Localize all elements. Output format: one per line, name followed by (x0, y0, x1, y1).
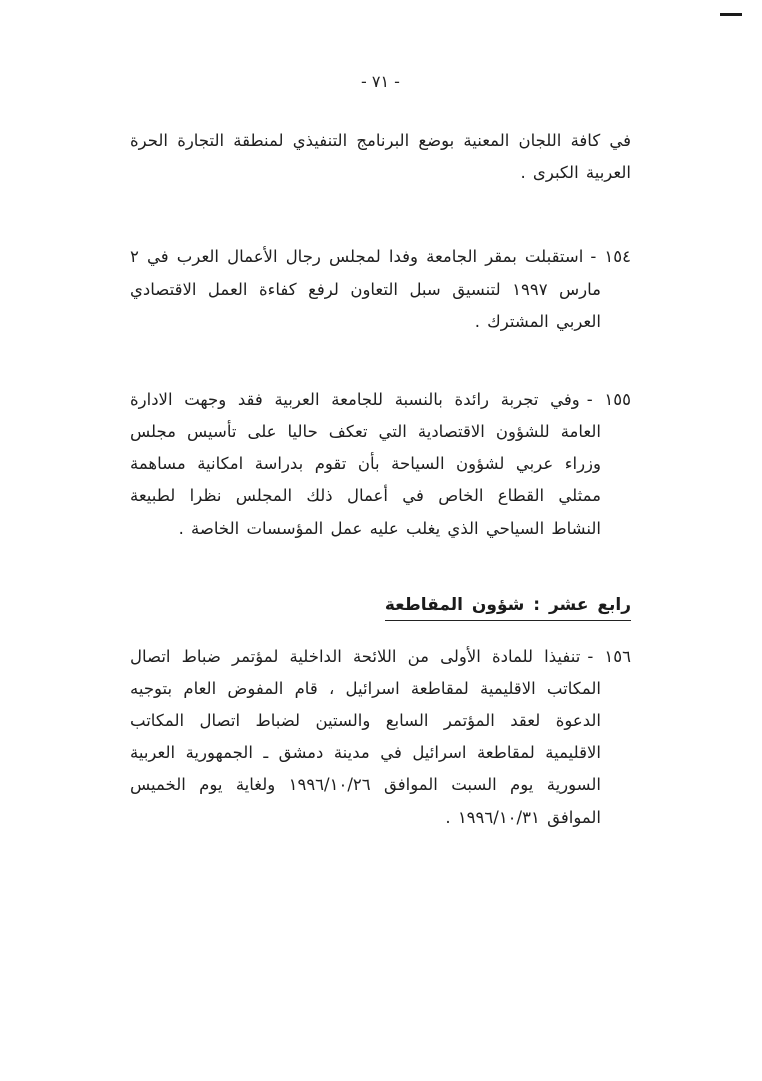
paragraph-number: ١٥٥ - (586, 389, 631, 409)
paragraph-text: في كافة اللجان المعنية بوضع البرنامج التنفيذي لمنطقة التجارة الحرة العربية الكبرى . (130, 131, 631, 183)
section-heading: رابع عشر : شؤون المقاطعة (385, 595, 631, 621)
paragraph-continuation (130, 125, 631, 189)
paragraph-text: استقبلت بمقر الجامعة وفدا لمجلس رجال الأعمال العرب في ٢ مارس ١٩٩٧ لتنسيق سبل التعاون لرفع كفاءة العمل الاقتصادي العربي المشترك . (130, 247, 601, 331)
paragraph-number: ١٥٤ - (590, 247, 632, 267)
section-heading-wrap (130, 595, 631, 621)
scan-corner-mark (720, 13, 742, 16)
page-content (130, 72, 631, 834)
page-number: - ٧١ - (361, 72, 400, 91)
paragraph-154 (130, 241, 631, 338)
paragraph-156 (130, 641, 631, 834)
paragraph-number: ١٥٦ - (587, 646, 631, 666)
paragraph-text: تنفيذا للمادة الأولى من اللائحة الداخلية لمؤتمر ضباط اتصال المكاتب الاقليمية لمقاطعة اسرائيل ، قام المفوض العام بتوجيه الدعوة لعقد المؤتمر السابع والستين لضباط اتصال المكاتب الاقليمية لمقاطعة اسرائيل في مدينة دمشق ـ الجمهورية العربية السورية يوم السبت الموافق ١٩٩٦/١٠/٢٦ ولغاية يوم الخميس الموافق ١٩٩٦/١٠/٣١ . (130, 646, 601, 827)
paragraph-text: وفي تجربة رائدة بالنسبة للجامعة العربية فقد وجهت الادارة العامة للشؤون الاقتصادية التي تعكف حاليا على تأسيس مجلس وزراء عربي لشؤون السياحة بأن تقوم بدراسة امكانية مساهمة ممثلي القطاع الخاص في أعمال ذلك المجلس نظرا لطبيعة النشاط السياحي الذي يغلب عليه عمل المؤسسات الخاصة . (130, 389, 601, 538)
paragraph-155 (130, 384, 631, 545)
